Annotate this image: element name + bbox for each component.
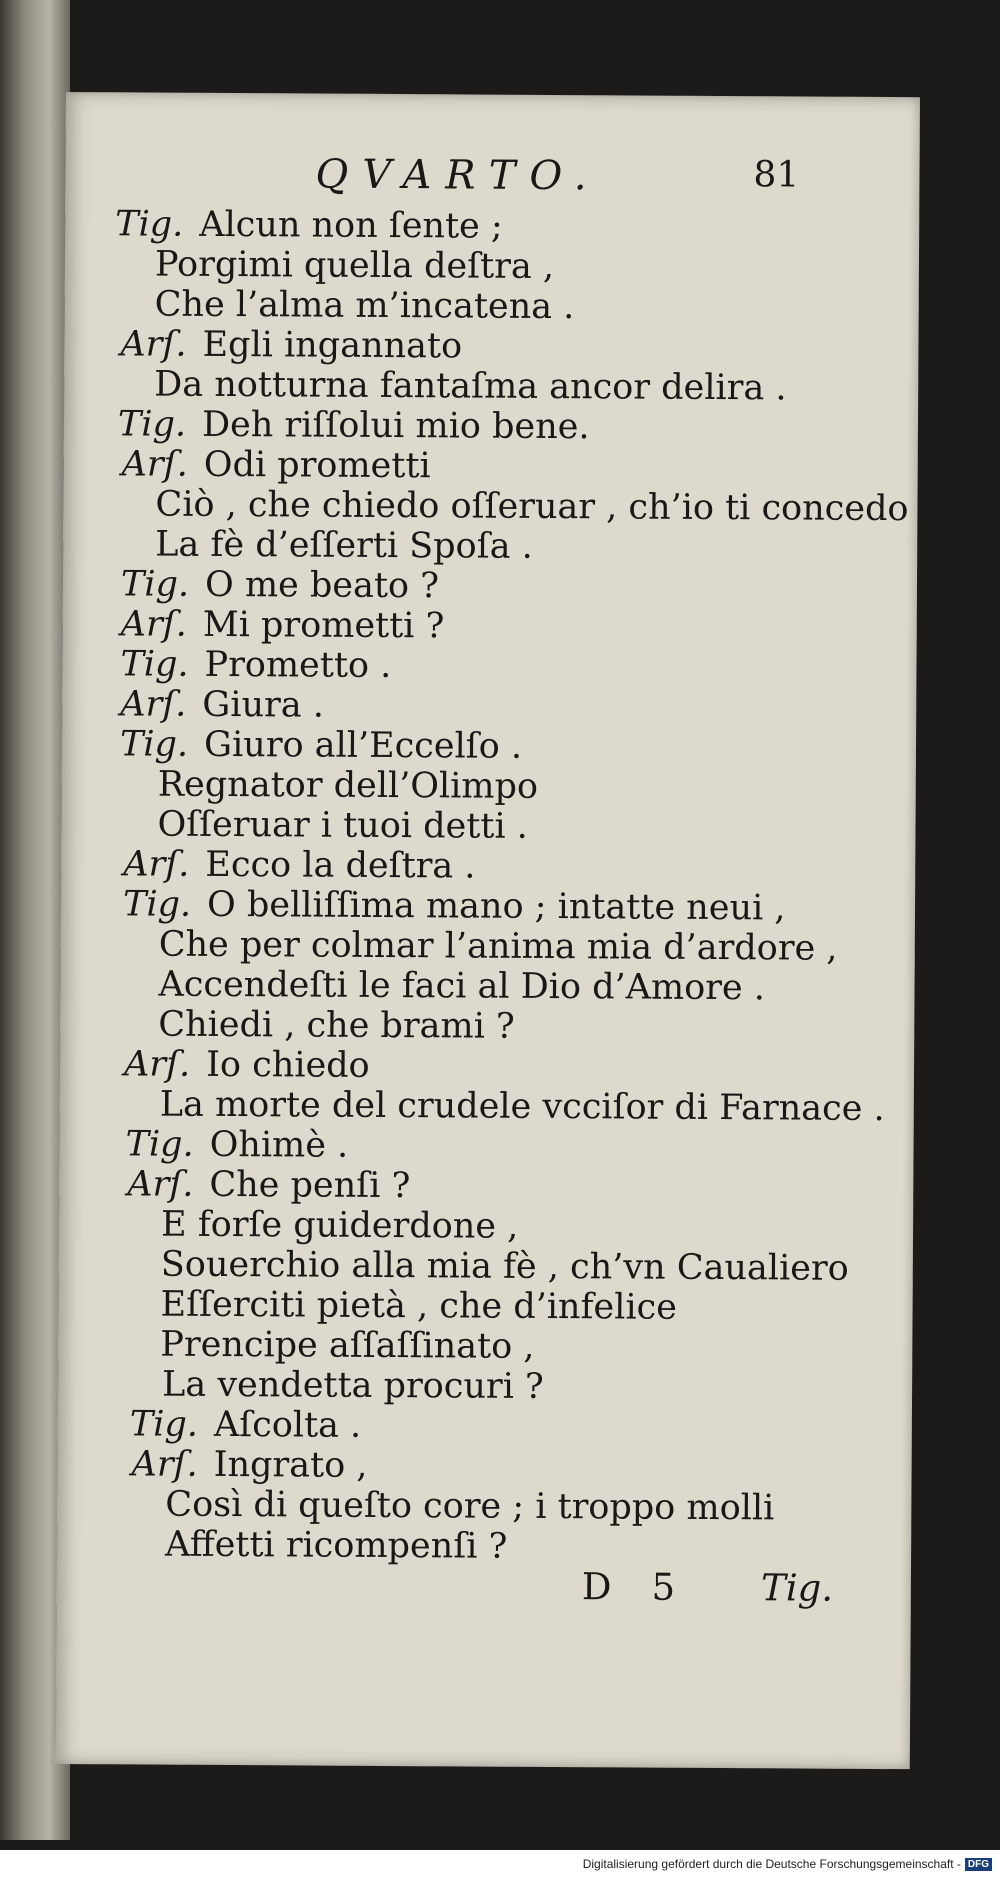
funding-banner <box>0 1850 1000 1878</box>
line-text: Così di queſto core ; i troppo molli <box>165 1484 775 1529</box>
speaker-label: Arſ. <box>123 844 190 885</box>
speaker-label: Tig. <box>119 724 189 765</box>
text-line <box>131 1444 367 1485</box>
speaker-label: Arſ. <box>120 604 187 645</box>
text-line <box>127 1164 410 1206</box>
line-text: Accendeſti le faci al Dio d’Amore . <box>158 964 766 1009</box>
text-line <box>165 1525 507 1567</box>
text-line <box>155 485 908 530</box>
text-line <box>120 684 324 725</box>
line-text: Eſſerciti pietà , che d’infelice <box>160 1284 678 1328</box>
signature-number: 5 <box>651 1565 676 1609</box>
text-line <box>120 724 522 766</box>
line-text: Alcun non ſente ; <box>199 204 503 247</box>
line-text: Regnator dell’Olimpo <box>157 764 539 807</box>
speaker-label: Tig. <box>117 404 187 445</box>
line-text: Ingrato , <box>213 1444 368 1486</box>
text-block <box>65 204 919 1567</box>
line-text: Prencipe aſſaſſinato , <box>160 1324 535 1367</box>
line-text: O me beato ? <box>204 564 440 607</box>
text-line <box>124 1044 370 1085</box>
text-line <box>122 444 431 486</box>
speaker-label: Arſ. <box>127 1164 194 1205</box>
line-text: E forſe guiderdone , <box>160 1204 519 1247</box>
line-text: Che per colmar l’anima mia d’ardore , <box>158 924 838 969</box>
line-text: Oſſeruar i tuoi detti . <box>157 804 528 847</box>
line-text: Giuro all’Eccelſo . <box>203 724 523 767</box>
text-line <box>160 1085 885 1129</box>
book-page <box>56 92 920 1769</box>
text-line <box>155 525 533 567</box>
dfg-logo: DFG <box>965 1858 992 1871</box>
text-line <box>158 765 538 807</box>
text-line <box>160 1285 677 1328</box>
line-text: La vendetta procuri ? <box>161 1364 544 1407</box>
speaker-label: Arſ. <box>120 684 187 725</box>
line-text: La morte del crudele vcciſor di Farnace . <box>159 1084 885 1130</box>
line-text: Ciò , che chiedo oſſeruar , ch’io ti concedo <box>155 484 909 530</box>
speaker-label: Arſ. <box>131 1444 198 1485</box>
text-line <box>125 1124 348 1165</box>
speaker-label: Tig. <box>129 1404 199 1445</box>
text-line <box>121 564 439 606</box>
text-line <box>118 404 590 447</box>
line-text: Io chiedo <box>206 1044 370 1086</box>
text-line <box>158 1005 515 1047</box>
line-text: Deh riſſolui mio bene. <box>201 404 590 448</box>
speaker-label: Tig. <box>125 1124 194 1165</box>
line-text: Chiedi , che brami ? <box>158 1004 515 1047</box>
line-text: Mi prometti ? <box>202 604 445 647</box>
text-line <box>160 1325 534 1367</box>
text-line <box>120 324 462 366</box>
speaker-label: Tig. <box>115 204 184 245</box>
text-line <box>121 604 445 646</box>
page-number: 81 <box>753 154 800 196</box>
speaker-label: Arſ. <box>121 444 188 485</box>
line-text: Ecco la deſtra . <box>205 844 476 887</box>
text-line <box>159 925 838 969</box>
line-text: La fè d’eſſerti Spoſa . <box>155 524 533 567</box>
line-text: Ohimè . <box>209 1124 349 1166</box>
text-line <box>162 1365 544 1407</box>
text-line <box>123 844 475 886</box>
line-text: Affetti ricompenſi ? <box>165 1524 508 1567</box>
text-line <box>115 204 503 246</box>
running-head: QVARTO. <box>315 151 601 200</box>
text-line <box>155 245 554 287</box>
speaker-label: Tig. <box>120 644 189 685</box>
line-text: Giura . <box>202 684 325 726</box>
text-line <box>161 1205 518 1247</box>
line-text: Da notturna fantaſma ancor delira . <box>154 364 787 409</box>
line-text: Prometto . <box>204 644 392 686</box>
text-line <box>161 1245 849 1289</box>
line-text: Souerchio alla mia fè , ch’vn Caualiero <box>160 1244 849 1289</box>
signature-mark: D <box>581 1565 612 1609</box>
speaker-label: Tig. <box>122 884 192 925</box>
line-text: Che penſi ? <box>209 1164 411 1207</box>
text-line <box>155 285 575 328</box>
speaker-label: Arſ. <box>120 324 187 365</box>
line-text: Che l’alma m’incatena . <box>154 284 575 328</box>
line-text: Odi prometti <box>203 444 431 487</box>
line-text: Egli ingannato <box>202 324 463 367</box>
catchword: Tig. <box>760 1566 834 1610</box>
speaker-label: Tig. <box>120 564 190 605</box>
text-line <box>120 644 391 686</box>
line-text: Aſcolta . <box>213 1404 362 1446</box>
text-line <box>158 965 765 1009</box>
text-line <box>154 365 787 409</box>
page-footer <box>582 1565 833 1610</box>
line-text: O belliſſima mano ; intatte neui , <box>206 884 786 929</box>
text-line <box>165 1485 774 1529</box>
funding-note: Digitalisierung gefördert durch die Deutsche Forschungsgemeinschaft - <box>582 1857 961 1871</box>
text-line <box>123 884 786 928</box>
speaker-label: Arſ. <box>123 1044 191 1085</box>
line-text: Porgimi quella deſtra , <box>154 244 555 287</box>
text-line <box>157 805 528 847</box>
text-line <box>130 1404 362 1445</box>
